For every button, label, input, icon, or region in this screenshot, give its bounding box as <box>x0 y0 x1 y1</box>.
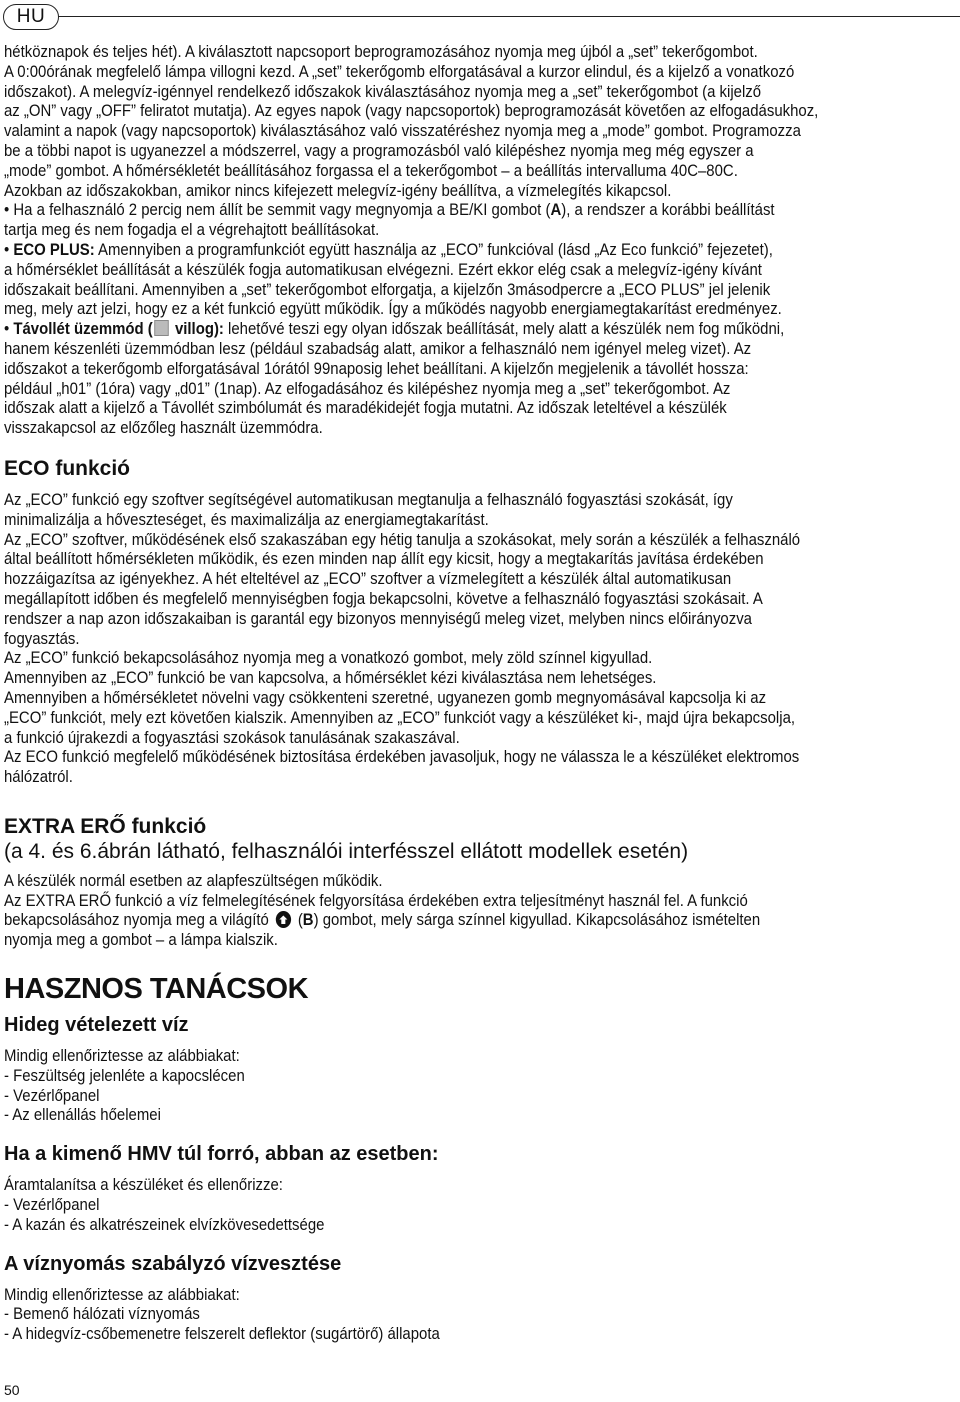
eco-line: Az „ECO” funkció egy szoftver segítségével automatikusan megtanulja a felhasználó fogyasztási szokását, így <box>4 489 733 509</box>
eco-line: fogyasztás. <box>4 628 80 648</box>
cold-water-heading: Hideg vételezett víz <box>4 1014 189 1037</box>
extra-power-subheading: (a 4. és 6.ábrán látható, felhasználói interfésszel ellátott modellek esetén) <box>4 839 689 863</box>
eco-line: megállapított időben és megfelelő mennyiségben fogja bekapcsolni, követve a felhasználó fogyasztási szokásait. A <box>4 588 763 608</box>
page-content <box>4 42 874 1344</box>
page-number: 50 <box>4 1382 20 1398</box>
extra-line: Az EXTRA ERŐ funkció a víz felmelegítésének felgyorsítása érdekében extra teljesítményt használ fel. A funkció <box>4 890 748 910</box>
eco-line: hozzáigazítsa az igényekhez. A hét elteltével az „ECO” szoftver a vízmelegített a készülék által automatikusan <box>4 569 732 589</box>
cold-line: Mindig ellenőriztesse az alábbiakat: <box>4 1046 240 1066</box>
language-badge: HU <box>3 4 59 30</box>
eco-line: rendszer a nap azon időszakaiban is garantál egy bizonyos mennyiségű meleg vizet, melyben nincs előirányozva <box>4 608 752 628</box>
hot-line: - Vezérlőpanel <box>4 1195 100 1215</box>
hot-line: - A kazán és alkatrészeinek elvízkövesedettsége <box>4 1214 325 1234</box>
eco-line: Amennyiben a hőmérsékletet növelni vagy csökkenteni szeretné, ugyanezen gomb megnyomásával kapcsolja ki az <box>4 687 767 707</box>
away-line: például „h01” (1óra) vagy „d01” (1nap). Az elfogadásához és kilépéshez nyomja meg a „set” tekerőgombot. Az <box>4 378 731 398</box>
bullet-onoff-line: tartja meg és nem fogadja el a végrehajtott beállításokat. <box>4 220 380 240</box>
away-line: visszakapcsol az előzőleg használt üzemmódra. <box>4 418 323 438</box>
away-line: időszak alatt a kijelző a Távollét szimbólumát és maradékidejét fogja mutatni. Az időszak leteltével a készülék <box>4 398 727 418</box>
cold-line: - Az ellenállás hőelemei <box>4 1105 161 1125</box>
away-line: hanem készenléti üzemmódban lesz (például szabadság alatt, amikor a felhasználó nem igényel meleg vizet). Az <box>4 338 752 358</box>
eco-line: a funkció újrakezdi a fogyasztási szokások tanulásának szakaszával. <box>4 727 460 747</box>
eco-line: Az ECO funkció megfelelő működésének biztosítása érdekében javasoljuk, hogy ne válassza le a készüléket elektromos <box>4 747 800 767</box>
eco-line: által beállított hőmérsékleten működik, és ezen minden nap állít egy kicsit, hogy a megtakarítás javítása érdekében <box>4 549 764 569</box>
pressure-line: - A hidegvíz-csőbemenetre felszerelt deflektor (sugártörő) állapota <box>4 1324 440 1344</box>
intro-section <box>4 42 874 438</box>
eco-line: Amennyiben az „ECO” funkció be van kapcsolva, a hőmérséklet kézi kiválasztása nem lehetséges. <box>4 668 657 688</box>
pressure-heading: A víznyomás szabályzó vízvesztése <box>4 1252 342 1275</box>
pressure-line: Mindig ellenőriztesse az alábbiakat: <box>4 1284 240 1304</box>
intro-line: Azokban az időszakokban, amikor nincs kifejezett melegvíz-igény beállítva, a vízmelegítés kikapcsol. <box>4 180 672 200</box>
away-mode-icon <box>155 320 169 336</box>
eco-line: Az „ECO” funkció bekapcsolásához nyomja meg a vonatkozó gombot, mely zöld színnel kigyullad. <box>4 648 653 668</box>
extra-line: A készülék normál esetben az alapfeszültségen működik. <box>4 870 383 890</box>
cold-line: - Vezérlőpanel <box>4 1085 100 1105</box>
eco-heading: ECO funkció <box>4 456 131 480</box>
bullet-onoff: • Ha a felhasználó 2 percig nem állít be semmit vagy megnyomja a BE/KI gombot (A), a rendszer a korábbi beállítást <box>4 200 775 220</box>
hot-water-section <box>4 1175 874 1234</box>
eco-line: „ECO” funkciót, mely ezt követően kialszik. Amennyiben az „ECO” funkciót vagy a készüléket ki-, majd újra bekapcsolja, <box>4 707 796 727</box>
cold-water-section <box>4 1046 874 1125</box>
header-rule <box>58 16 960 17</box>
extra-power-icon <box>276 911 291 928</box>
intro-line: A 0:00órának megfelelő lámpa villogni kezd. A „set” tekerőgomb elforgatásával a kurzor elindul, és a kijelző a vonatkozó <box>4 61 795 81</box>
extra-power-section <box>4 871 874 950</box>
bullet-away-mode: • Távollét üzemmód ( villog): lehetővé teszi egy olyan időszak beállítását, mely alatt a készülék nem fog működni, <box>4 319 785 339</box>
eco-line: minimalizálja a hőveszteséget, és maximalizálja az energiamegtakarítást. <box>4 509 489 529</box>
extra-line: bekapcsolásához nyomja meg a világító (B) gombot, mely sárga színnel kigyullad. Kikapcsolásához ismételten <box>4 910 761 930</box>
away-line: időszakot a tekerőgomb elforgatásával 1órától 99naposig lehet beállítani. A kijelzőn megjelenik a távollét hossza: <box>4 358 749 378</box>
eco-line: Az „ECO” szoftver, működésének első szakaszában egy hétig tanulja a szokásokat, mely során a készülék a felhasználó <box>4 529 801 549</box>
hot-water-heading: Ha a kimenő HMV túl forró, abban az esetben: <box>4 1143 439 1166</box>
intro-line: „mode” gombot. A hőmérsékletét beállításához forgassa el a tekerőgombot – a beállítás intervalluma 40C–80C. <box>4 160 738 180</box>
pressure-line: - Bemenő hálózati víznyomás <box>4 1304 200 1324</box>
eco-line: hálózatról. <box>4 767 73 787</box>
hot-line: Áramtalanítsa a készüléket és ellenőrizze: <box>4 1175 283 1195</box>
intro-line: az „ON” vagy „OFF” feliratot mutatja). Az egyes napok (vagy napcsoportok) beprogramozását követően az elfogadásukhoz, <box>4 101 819 121</box>
cold-line: - Feszültség jelenléte a kapocslécen <box>4 1065 245 1085</box>
intro-line: valamint a napok (vagy napcsoportok) kiválasztásához való visszatéréshez nyomja meg a „mode” gombot. Programozza <box>4 121 801 141</box>
eco-section <box>4 490 874 787</box>
eco-plus-line: időszakait beállítani. Amennyiben a „set” tekerőgombot elforgatja, a kijelzőn 3másodpercre a „ECO PLUS” jel jelenik <box>4 279 771 299</box>
eco-plus-line: a hőmérséklet beállítását a készülék fogja automatikusan elvégezni. Ezért ekkor elég csak a melegvíz-igény kívánt <box>4 259 762 279</box>
intro-line: időszakot). A melegvíz-igénnyel rendelkező időszakok kiválasztásához nyomja meg a „set” tekerőgombot (a kijelző <box>4 81 762 101</box>
intro-line: hétköznapok és teljes hét). A kiválasztott napcsoport beprogramozásához nyomja meg újból a „set” tekerőgombot. <box>4 42 758 61</box>
extra-line: nyomja meg a gombot – a lámpa kialszik. <box>4 930 278 950</box>
extra-power-heading: EXTRA ERŐ funkció <box>4 814 207 838</box>
pressure-section <box>4 1285 874 1344</box>
intro-line: be a többi napot is ugyanezzel a módszerrel, vagy a programozásból való kilépéshez nyomja meg még egyszer a <box>4 140 754 160</box>
eco-plus-line: meg, mely azt jelzi, hogy ez a két funkció együtt működik. Így a működés nagyobb energiamegtakarítást eredményez. <box>4 299 782 319</box>
bullet-eco-plus: • ECO PLUS: Amennyiben a programfunkciót együtt használja az „ECO” funkcióval (lásd „Az Eco funkció” fejezetet), <box>4 239 773 259</box>
tips-heading: HASZNOS TANÁCSOK <box>4 973 309 1006</box>
